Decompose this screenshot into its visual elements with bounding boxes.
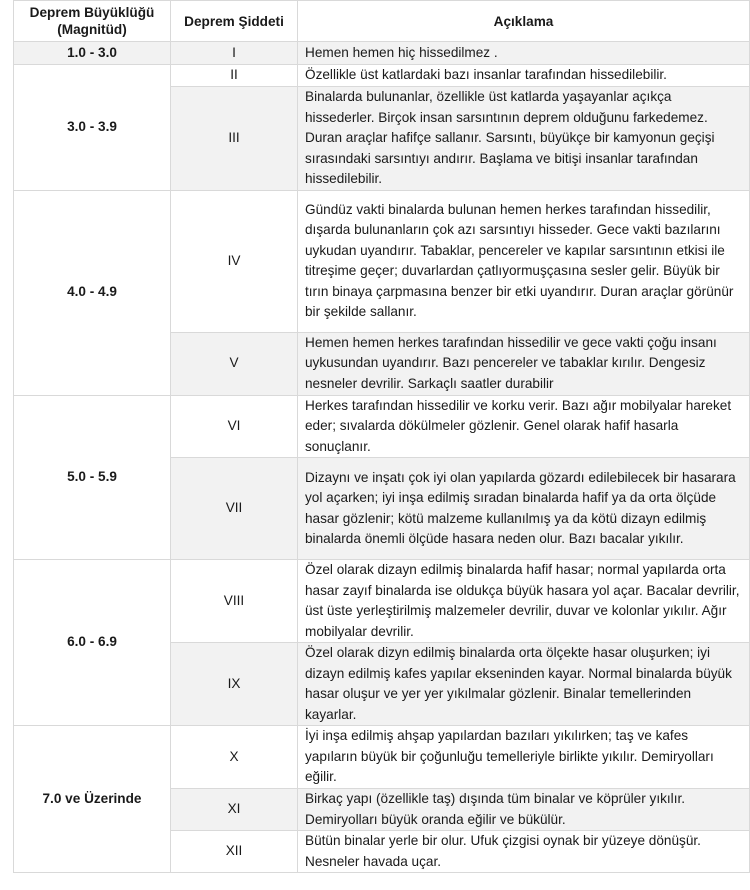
header-magnitude xyxy=(14,1,171,42)
intensity-cell: II xyxy=(171,65,298,87)
table-row-X xyxy=(14,726,750,789)
table-row-VIII xyxy=(14,560,750,643)
magnitude-cell: 1.0 - 3.0 xyxy=(14,42,171,65)
intensity-cell: VI xyxy=(171,395,298,458)
table-row-VI xyxy=(14,395,750,458)
intensity-cell: V xyxy=(171,332,298,395)
description-cell: Hemen hemen herkes tarafından hissedilir ve gece vakti çoğu insanı uykusundan uyandırır. Bazı pencereler ve tabaklar kırılır. Dengesiz nesneler devrilir. Sarkaçlı saatler durabilir xyxy=(298,332,750,395)
description-cell: Binalarda bulunanlar, özellikle üst katlarda yaşayanlar açıkça hissederler. Birçok insan sarsıntının deprem olduğunu farkedemez. Duran araçlar hafifçe sallanır. Sarsıntı, büyükçe bir kamyonun geçişi sırasındaki sarsıntıyı andırır. Başlama ve bitişi insanlar tarafından hissedilebilir. xyxy=(298,87,750,191)
description-cell: Herkes tarafından hissedilir ve korku verir. Bazı ağır mobilyalar hareket eder; sıvalarda dökülmeler gözlenir. Genel olarak hafif hasarla sonuçlanır. xyxy=(298,395,750,458)
magnitude-cell: 7.0 ve Üzerinde xyxy=(14,726,171,873)
earthquake-scale-table xyxy=(13,0,750,873)
magnitude-cell: 3.0 - 3.9 xyxy=(14,65,171,191)
header-magnitude-line2: (Magnitüd) xyxy=(57,22,127,37)
intensity-cell: XII xyxy=(171,831,298,873)
description-cell: Dizaynı ve inşatı çok iyi olan yapılarda gözardı edilebilecek bir hasarara yol açarken; iyi inşa edilmiş sıradan binalarda hafif ya da orta ölçüde hasar gözlenir; kötü malzeme kullanılmış ya da kötü dizayn edilmiş binalarda önemli ölçüde hasara neden olur. Bazı bacalar yıkılır. xyxy=(298,458,750,560)
magnitude-cell: 6.0 - 6.9 xyxy=(14,560,171,726)
description-cell: Birkaç yapı (özellikle taş) dışında tüm binalar ve köprüler yıkılır. Demiryolları büyük oranda eğilir ve bükülür. xyxy=(298,789,750,831)
intensity-cell: I xyxy=(171,42,298,65)
description-cell: Özellikle üst katlardaki bazı insanlar tarafından hissedilebilir. xyxy=(298,65,750,87)
description-cell: Bütün binalar yerle bir olur. Ufuk çizgisi oynak bir yüzeye dönüşür. Nesneler havada uçar. xyxy=(298,831,750,873)
header-description: Açıklama xyxy=(298,1,750,42)
table-row-II xyxy=(14,65,750,87)
intensity-cell: X xyxy=(171,726,298,789)
intensity-cell: IV xyxy=(171,190,298,332)
table-row-I xyxy=(14,42,750,65)
magnitude-cell: 4.0 - 4.9 xyxy=(14,190,171,395)
description-cell: Hemen hemen hiç hissedilmez . xyxy=(298,42,750,65)
description-cell: Özel olarak dizyn edilmiş binalarda orta ölçekte hasar oluşurken; iyi dizayn edilmiş kafes yapılar ekseninden kayar. Normal binalarda büyük hasar oluşur ve yer yer yıkılmalar gözlenir. Binalar temellerinden kayarlar. xyxy=(298,643,750,726)
header-intensity: Deprem Şiddeti xyxy=(171,1,298,42)
table-row-IV xyxy=(14,190,750,332)
intensity-cell: VIII xyxy=(171,560,298,643)
description-cell: Gündüz vakti binalarda bulunan hemen herkes tarafından hissedilir, dışarda bulunanların çok azı sarsıntıyı hisseder. Gece vakti bazılarını uykudan uyandırır. Tabaklar, pencereler ve kapılar sarsıntının etkisi ile titreşime geçer; duvarlardan çatlıyormuşçasına sesler gelir. Büyük bir tırın binaya çarpmasına benzer bir etki uyandırır. Duran araçlar görünür bir şekilde sallanır. xyxy=(298,190,750,332)
intensity-cell: IX xyxy=(171,643,298,726)
description-cell: İyi inşa edilmiş ahşap yapılardan bazıları yıkılırken; taş ve kafes yapıların büyük bir çoğunluğu temelleriyle birlikte yıkılır. Demiryolları eğilir. xyxy=(298,726,750,789)
header-magnitude-line1: Deprem Büyüklüğü xyxy=(29,5,155,20)
intensity-cell: XI xyxy=(171,789,298,831)
description-cell: Özel olarak dizayn edilmiş binalarda hafif hasar; normal yapılarda orta hasar zayıf binalarda ise oldukça büyük hasara yol açar. Bacalar devrilir, üst üste yerleştirilmiş malzemeler devrilir, duvar ve kolonlar yıkılır. Ağır mobilyalar devrilir. xyxy=(298,560,750,643)
intensity-cell: VII xyxy=(171,458,298,560)
magnitude-cell: 5.0 - 5.9 xyxy=(14,395,171,560)
header-row xyxy=(14,1,750,42)
intensity-cell: III xyxy=(171,87,298,191)
